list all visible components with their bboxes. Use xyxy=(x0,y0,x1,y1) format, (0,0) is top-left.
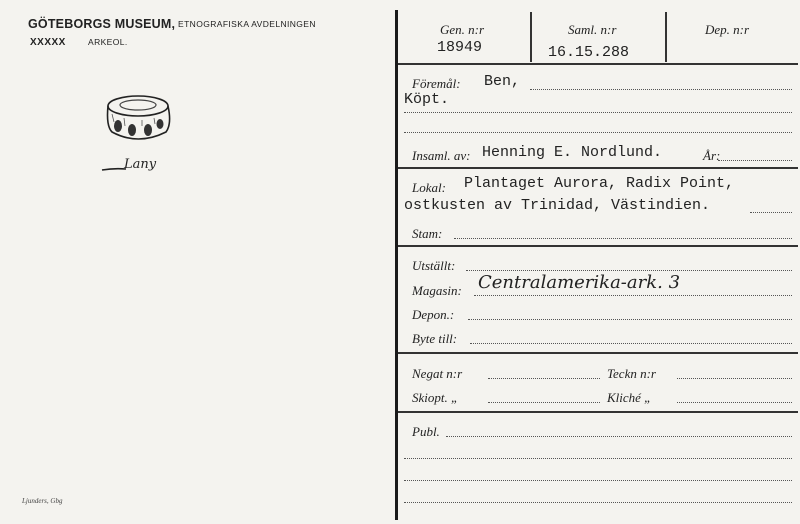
gen-value: 18949 xyxy=(437,39,483,56)
dots-line-2 xyxy=(404,112,792,113)
utstallt-dots xyxy=(466,270,792,271)
insaml-label: Insaml. av: xyxy=(412,148,471,163)
skiopt-dots xyxy=(488,402,600,403)
dots-line-3 xyxy=(404,132,792,133)
svg-text:Lany: Lany xyxy=(124,157,157,172)
insaml-value: Henning E. Nordlund. xyxy=(482,144,663,161)
printer-mark: Ljunders, Gbg xyxy=(22,497,63,505)
stam-label: Stam: xyxy=(412,226,443,241)
stam-dots xyxy=(454,238,792,239)
header-rule xyxy=(398,63,798,65)
foremal-value: Ben, xyxy=(484,73,521,90)
teckn-dots xyxy=(677,378,792,379)
byte-label: Byte till: xyxy=(412,331,458,346)
section-name: ARKEOL. xyxy=(88,37,128,47)
publ-dots-3 xyxy=(404,480,792,481)
publ-dots-4 xyxy=(404,502,792,503)
depon-label: Depon.: xyxy=(412,307,455,322)
magasin-value: Centralamerika-ark. 3 xyxy=(478,272,681,293)
teckn-label: Teckn n:r xyxy=(607,366,656,381)
artifact-sketch xyxy=(98,92,178,152)
ar-label: År: xyxy=(703,148,721,163)
skiopt-label: Skiopt. „ xyxy=(412,390,459,405)
kliche-label: Kliché „ xyxy=(607,390,652,405)
utstallt-label: Utställt: xyxy=(412,258,456,273)
foremal-label: Föremål: xyxy=(412,76,461,91)
header-separator-1 xyxy=(530,12,532,62)
rule-after-stam xyxy=(398,245,798,247)
lokal-value-2: ostkusten av Trinidad, Västindien. xyxy=(404,197,711,214)
saml-value: 16.15.288 xyxy=(548,44,630,61)
negat-dots xyxy=(488,378,600,379)
ar-dots xyxy=(718,160,792,161)
dep-label: Dep. n:r xyxy=(705,22,750,37)
rule-after-insaml xyxy=(398,167,798,169)
magasin-dots xyxy=(474,295,792,296)
negat-label: Negat n:r xyxy=(412,366,463,381)
museum-name: GÖTEBORGS MUSEUM, xyxy=(28,17,176,31)
publ-dots xyxy=(446,436,792,437)
struck-out-text: XXXXX xyxy=(30,37,66,48)
byte-dots xyxy=(470,343,792,344)
depon-dots xyxy=(468,319,792,320)
rule-after-kliche xyxy=(398,411,798,413)
kopt-text: Köpt. xyxy=(404,91,450,108)
gen-label: Gen. n:r xyxy=(440,22,485,37)
foremal-dots xyxy=(530,89,792,90)
department-name: ETNOGRAFISKA AVDELNINGEN xyxy=(178,19,316,29)
sketch-signature xyxy=(100,150,164,176)
publ-dots-2 xyxy=(404,458,792,459)
saml-label: Saml. n:r xyxy=(568,22,617,37)
header-separator-2 xyxy=(665,12,667,62)
publ-label: Publ. xyxy=(412,424,440,439)
rule-after-byte xyxy=(398,352,798,354)
magasin-label: Magasin: xyxy=(412,283,462,298)
kliche-dots xyxy=(677,402,792,403)
lokal-dots xyxy=(750,212,792,213)
lokal-label: Lokal: xyxy=(412,180,446,195)
lokal-value-1: Plantaget Aurora, Radix Point, xyxy=(464,175,735,192)
card-divider xyxy=(395,10,398,520)
